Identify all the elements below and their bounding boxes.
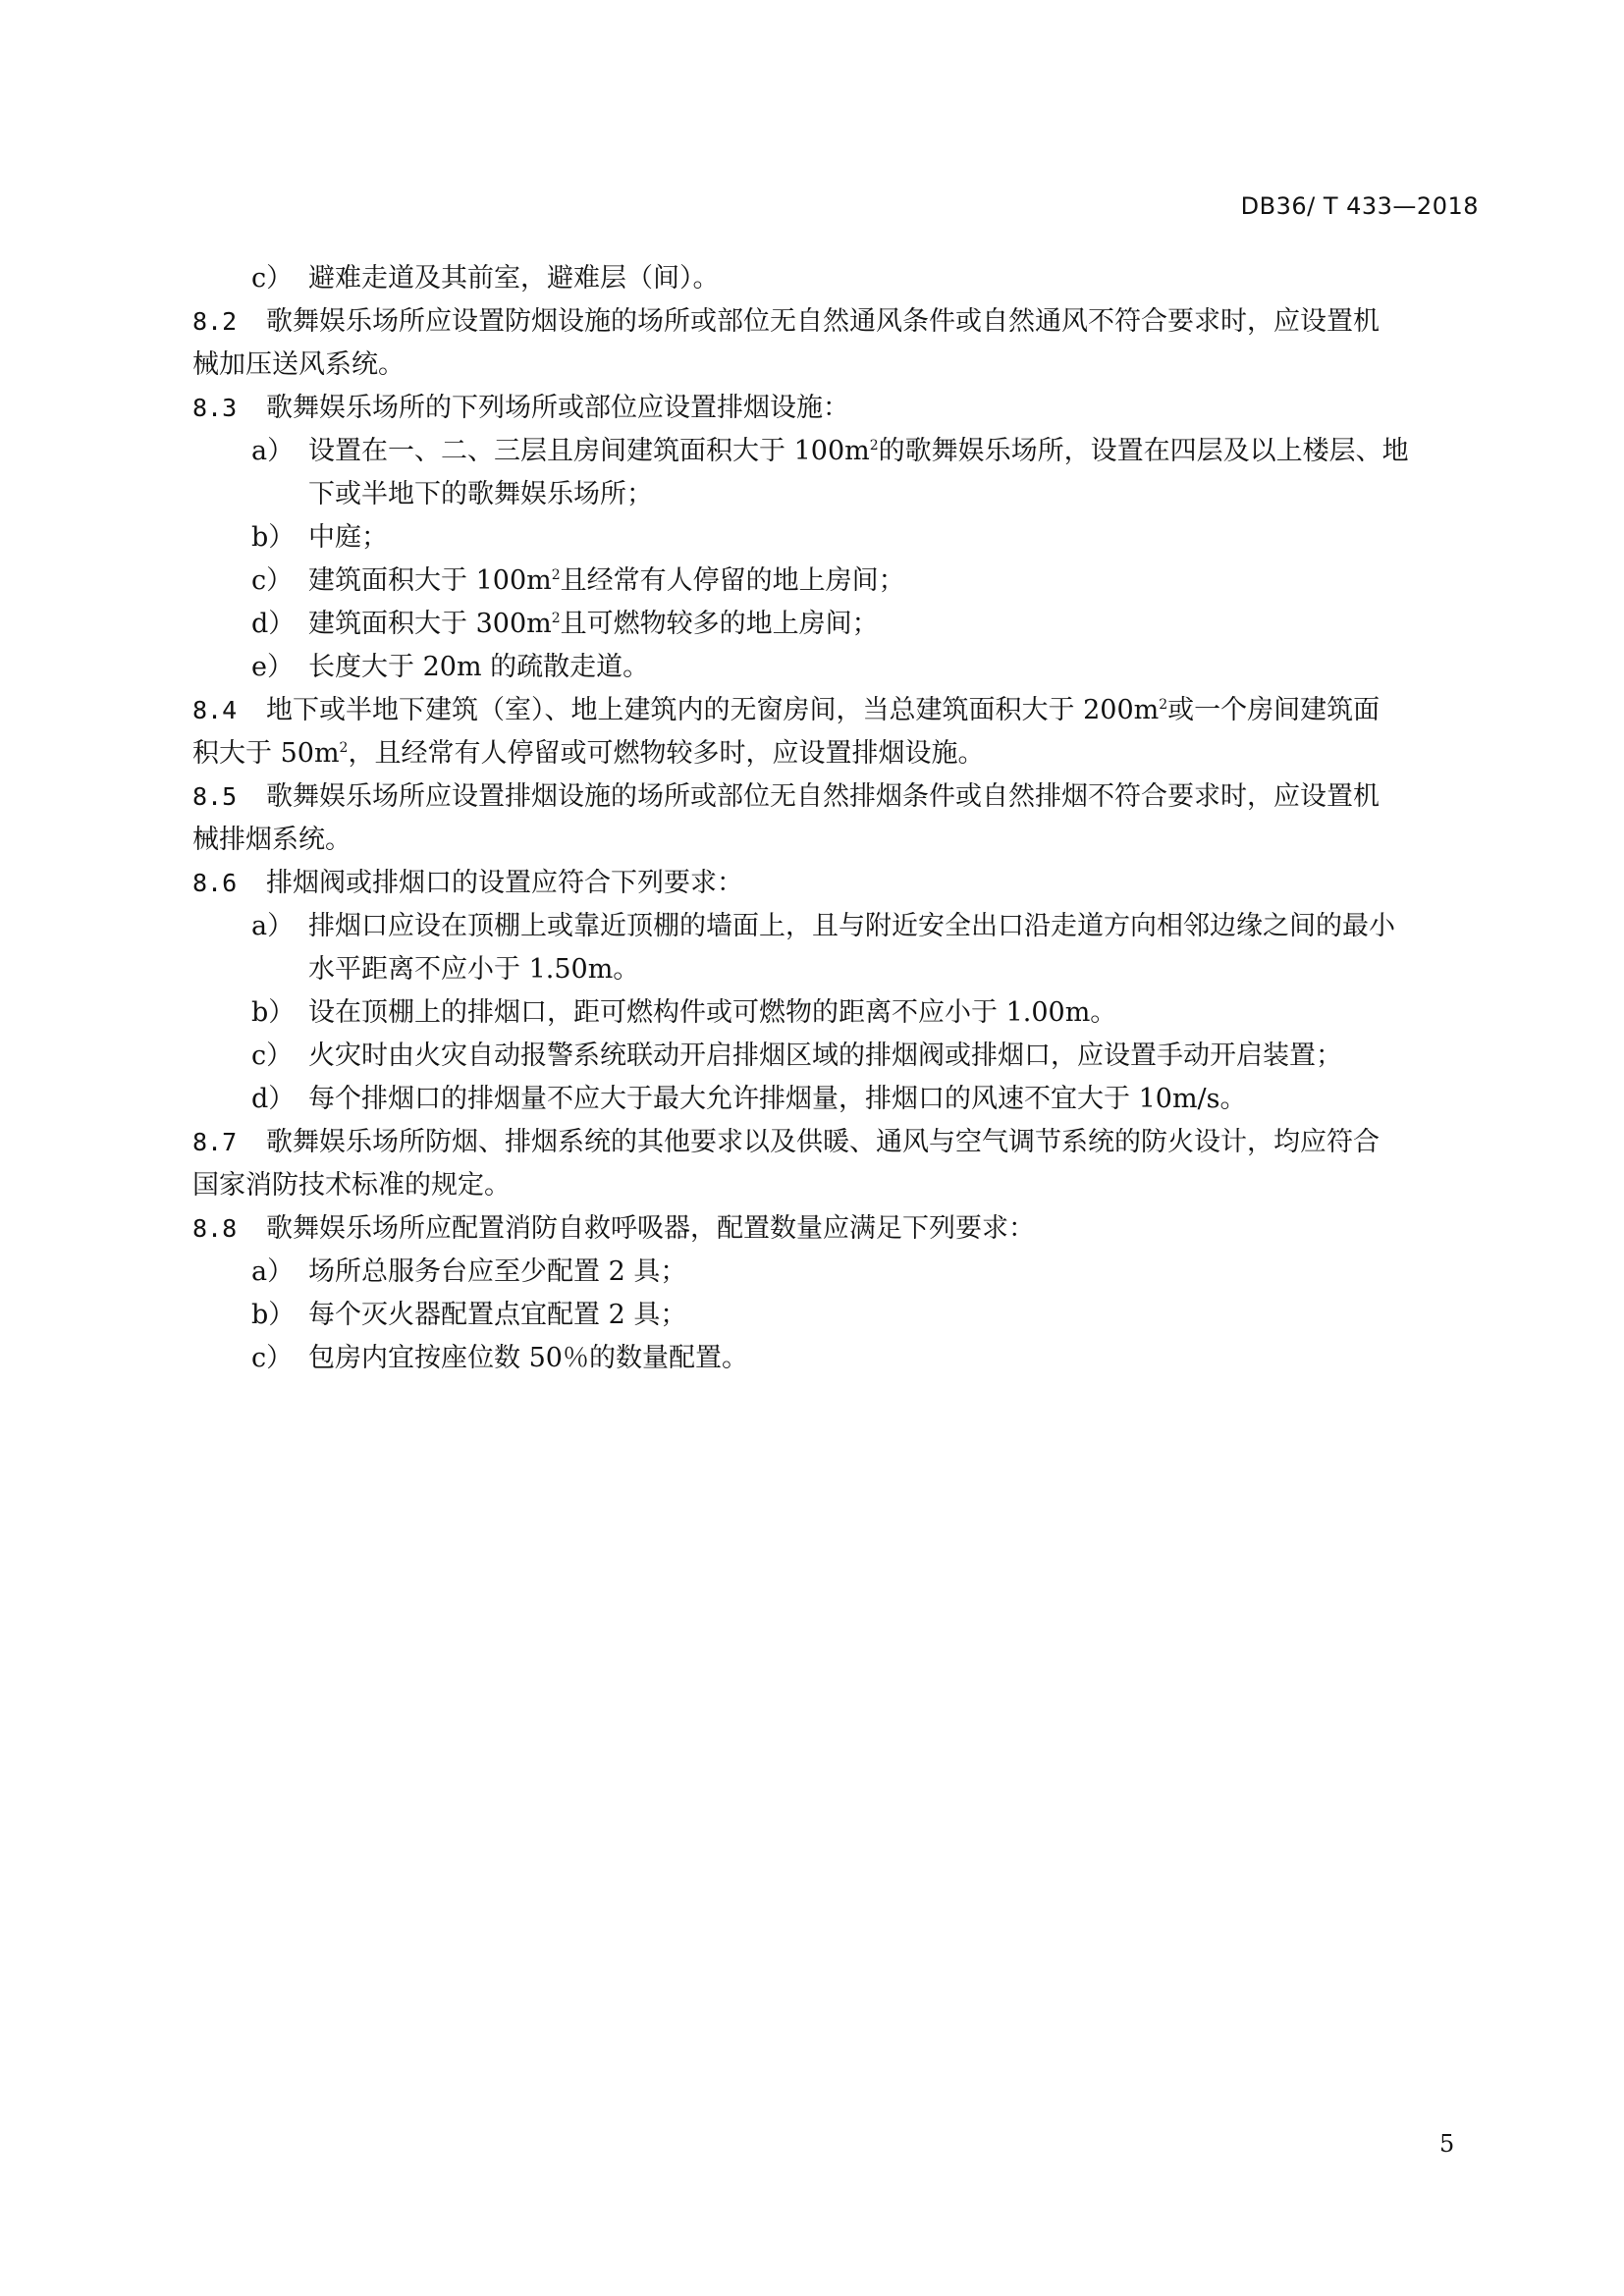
list-marker: a） [251,1256,295,1287]
list-item [192,1035,1481,1078]
text-line [308,560,1481,603]
list-item [192,560,1481,603]
document-body [192,257,1481,1380]
list-item [192,1294,1481,1337]
text-line: 歌舞娱乐场所防烟、排烟系统的其他要求以及供暖、通风与空气调节系统的防火设计，均应符合 [266,1127,1380,1157]
list-item [192,430,1481,516]
list-item [192,991,1481,1035]
superscript: 2 [339,740,349,756]
clause-8-3 [192,387,1481,430]
text-line: 避难走道及其前室，避难层（间）。 [308,263,720,294]
text-line: 设在顶棚上的排烟口，距可燃构件或可燃物的距离不应小于 1.00m。 [308,997,1117,1028]
clause-8-7 [192,1121,1481,1207]
text-line: 歌舞娱乐场所应配置消防自救呼吸器，配置数量应满足下列要求： [266,1213,1035,1244]
list-item [192,1251,1481,1294]
clause-8-5 [192,775,1481,862]
list-item [192,257,1481,300]
text-segment: 下或半地下的歌舞娱乐场所； [308,479,653,509]
page-number: 5 [1439,2130,1455,2158]
list-item [192,1337,1481,1380]
text-segment: 地下或半地下建筑（室）、地上建筑内的无窗房间，当总建筑面积大于 200m [266,695,1160,725]
clause-8-8 [192,1207,1481,1251]
clause-number: 8.5 [192,782,238,811]
list-item [192,516,1481,560]
text-line: 中庭； [308,522,388,553]
text-line: 火灾时由火灾自动报警系统联动开启排烟区域的排烟阀或排烟口，应设置手动开启装置； [308,1041,1342,1071]
superscript: 2 [1159,697,1168,713]
text-segment: 或一个房间建筑面 [1167,695,1380,725]
list-marker: c） [251,1041,294,1071]
text-line: 长度大于 20m 的疏散走道。 [308,652,650,682]
text-line [308,430,1481,473]
continuation-line: 水平距离不应小于 1.50m。 [308,954,640,985]
clause-number: 8.6 [192,869,238,897]
list-marker: c） [251,1343,294,1373]
list-item [192,905,1481,991]
list-marker: b） [251,997,296,1028]
clause-8-2 [192,300,1481,387]
continuation-line [192,732,1481,775]
text-segment: 积大于 50m [192,738,340,769]
text-line: 场所总服务台应至少配置 2 具； [308,1256,687,1287]
text-line: 每个灭火器配置点宜配置 2 具； [308,1300,687,1330]
text-segment: 且经常有人停留的地上房间； [560,565,905,596]
superscript: 2 [869,438,879,454]
continuation-line: 械加压送风系统。 [192,349,405,380]
document-id: DB36/ T 433—2018 [1240,192,1479,220]
continuation-line: 国家消防技术标准的规定。 [192,1170,511,1201]
list-item [192,1078,1481,1121]
text-line: 歌舞娱乐场所应设置防烟设施的场所或部位无自然通风条件或自然通风不符合要求时，应设置机 [266,306,1380,337]
clause-number: 8.7 [192,1128,238,1156]
clause-number: 8.8 [192,1214,238,1243]
clause-number: 8.4 [192,696,238,724]
list-marker: a） [251,436,295,466]
text-segment: 设置在一、二、三层且房间建筑面积大于 100m [308,436,870,466]
text-segment: ，且经常有人停留或可燃物较多时，应设置排烟设施。 [348,738,985,769]
text-line [308,603,1481,646]
text-line [266,689,1481,732]
text-segment: 的歌舞娱乐场所，设置在四层及以上楼层、地 [878,436,1409,466]
text-segment: 且可燃物较多的地上房间； [560,609,879,639]
text-line: 排烟阀或排烟口的设置应符合下列要求： [266,868,743,898]
text-line: 每个排烟口的排烟量不应大于最大允许排烟量，排烟口的风速不宜大于 10m/s。 [308,1084,1247,1114]
text-line: 歌舞娱乐场所的下列场所或部位应设置排烟设施： [266,393,849,423]
list-marker: a） [251,911,295,941]
clause-number: 8.2 [192,307,238,336]
clause-8-6 [192,862,1481,905]
clause-number: 8.3 [192,394,238,422]
continuation-line [308,473,1481,516]
list-marker: c） [251,263,294,294]
list-marker: c） [251,565,294,596]
list-marker: b） [251,522,296,553]
list-marker: b） [251,1300,296,1330]
text-line: 歌舞娱乐场所应设置排烟设施的场所或部位无自然排烟条件或自然排烟不符合要求时，应设置机 [266,781,1380,812]
list-marker: d） [251,1084,296,1114]
list-marker: d） [251,609,296,639]
list-item [192,603,1481,646]
list-item [192,646,1481,689]
text-segment: 建筑面积大于 100m [308,565,552,596]
list-marker: e） [251,652,294,682]
superscript: 2 [551,567,561,583]
clause-8-4 [192,689,1481,775]
text-line: 包房内宜按座位数 50％的数量配置。 [308,1343,748,1373]
text-segment: 建筑面积大于 300m [308,609,552,639]
continuation-line: 械排烟系统。 [192,825,352,855]
text-line: 排烟口应设在顶棚上或靠近顶棚的墙面上，且与附近安全出口沿走道方向相邻边缘之间的最小 [308,911,1395,941]
superscript: 2 [551,611,561,626]
